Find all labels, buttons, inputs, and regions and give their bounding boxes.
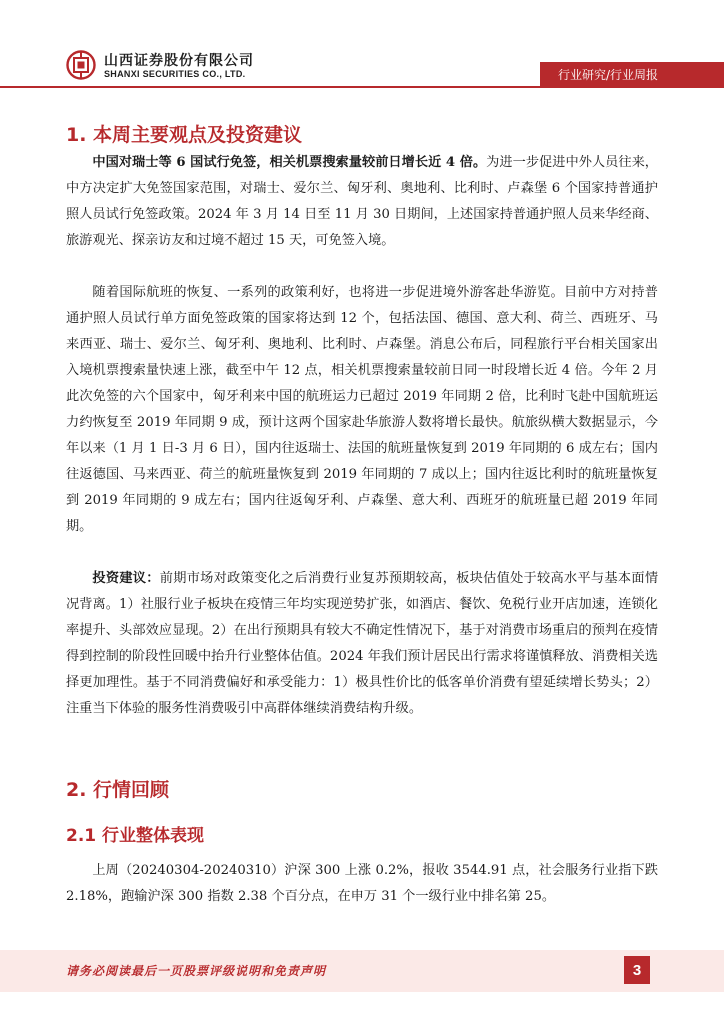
investment-advice-lead: 投资建议：	[92, 571, 160, 586]
company-name-cn: 山西证券股份有限公司	[104, 53, 254, 69]
section-2-heading: 2. 行情回顾	[66, 779, 170, 801]
section-2-1-heading: 2.1 行业整体表现	[66, 826, 205, 846]
page-number: 3	[624, 956, 650, 984]
page-header	[0, 0, 724, 96]
paragraph-flight-recovery: 随着国际航班的恢复、一系列的政策利好，也将进一步促进境外游客赴华游览。目前中方对持普通护照人员试行单方面免签政策的国家将达到 12 个，包括法国、德国、意大利、荷兰、西班牙、马来西亚、瑞士、爱尔兰、匈牙利、奥地利、比利时、卢森堡。消息公布后，同程旅行平台相关国家出入境机票搜索量快速上涨，截至中午 12 点，相关机票搜索量较前日同一时段增长近 4 倍。今年 2 月此次免签的六个国家中，匈牙利来中国的航班运力已超过 2019 年同期 2 倍，比利时飞赴中国航班运力约恢复至 2019 年同期 9 成，预计这两个国家赴华旅游人数将增长最快。航旅纵横大数据显示，今年以来（1 月 1 日-3 月 6 日），国内往返瑞士、法国的航班量恢复到 2019 年同期的 6 成左右；国内往返德国、马来西亚、荷兰的航班量恢复到 2019 年同期的 7 成以上；国内往返比利时的航班量恢复到 2019 年同期的 9 成左右；国内往返匈牙利、卢森堡、意大利、西班牙的航班量已超 2019 年同期。	[66, 285, 658, 534]
paragraph-visa-policy	[66, 150, 658, 254]
visa-policy-lead: 中国对瑞士等 6 国试行免签，相关机票搜索量较前日增长近 4 倍。	[92, 155, 487, 170]
investment-advice-body: 前期市场对政策变化之后消费行业复苏预期较高，板块估值处于较高水平与基本面情况背离。1）社服行业子板块在疫情三年均实现逆势扩张，如酒店、餐饮、免税行业开店加速，连锁化率提升、头部效应显现。2）在出行预期具有较大不确定性情况下，基于对消费市场重启的预判在疫情得到控制的阶段性回暖中抬升行业整体估值。2024 年我们预计居民出行需求将谨慎释放、消费相关选择更加理性。基于不同消费偏好和承受能力：1）极具性价比的低客单价消费有望延续增长势头；2）注重当下体验的服务性消费吸引中高群体继续消费结构升级。	[66, 571, 659, 716]
company-name-en: SHANXI SECURITIES CO., LTD.	[104, 69, 246, 79]
footer-disclaimer: 请务必阅读最后一页股票评级说明和免责声明	[66, 964, 327, 978]
paragraph-market-review: 上周（20240304-20240310）沪深 300 上涨 0.2%，报收 3544.91 点，社会服务行业指下跌 2.18%，跑输沪深 300 指数 2.38 个百分点，在申万 31 个一级行业中排名第 25。	[66, 863, 658, 904]
section-1-heading: 1. 本周主要观点及投资建议	[66, 124, 303, 146]
paragraph-investment-advice	[66, 566, 658, 722]
visa-policy-body: 为进一步促进中外人员往来，中方决定扩大免签国家范围，对瑞士、爱尔兰、匈牙利、奥地利、比利时、卢森堡 6 个国家持普通护照人员试行免签政策。2024 年 3 月 14 日至 11 月 30 日期间，上述国家持普通护照人员来华经商、旅游观光、探亲访友和过境不超过 15 天，可免签入境。	[66, 155, 658, 248]
report-type-label: 行业研究/行业周报	[540, 62, 724, 86]
header-divider	[0, 86, 724, 88]
page-footer	[0, 950, 724, 992]
company-logo-icon	[66, 50, 96, 80]
